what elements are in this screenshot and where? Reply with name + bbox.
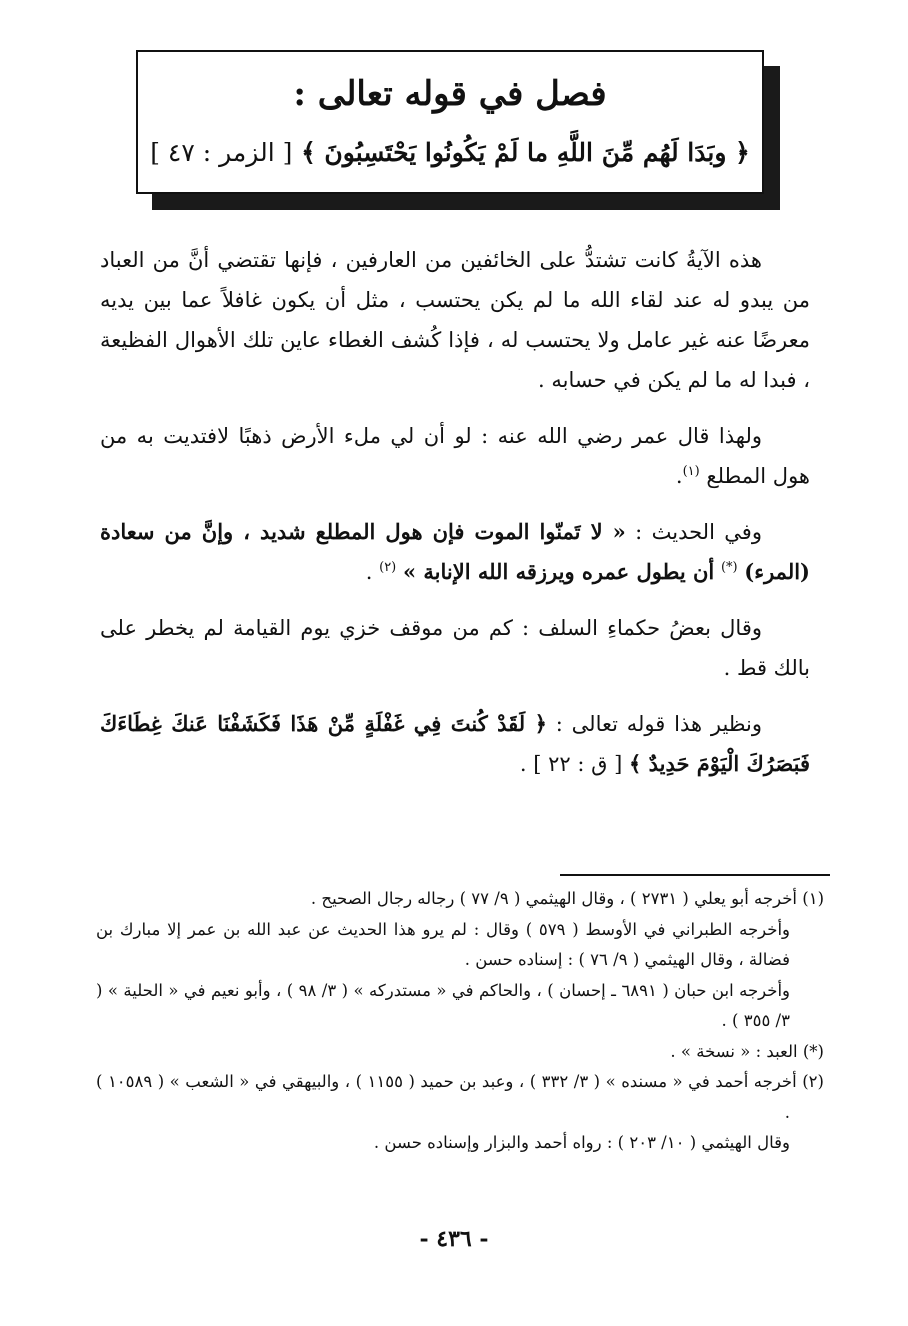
chapter-title-box xyxy=(136,50,764,194)
footnote-1-continuation-b: وأخرجه ابن حبان ( ٦٨٩١ ـ إحسان ) ، والحاكم في « مستدركه » ( ٣/ ٩٨ ) ، وأبو نعيم في « الحلية » ( ٣/ ٣٥٥ ) . xyxy=(96,980,791,1030)
paragraph-3-intro: وفي الحديث : xyxy=(635,520,762,544)
paragraph-3 xyxy=(100,512,810,592)
footnote-separator xyxy=(560,874,830,876)
paragraph-3-end: . xyxy=(365,560,373,584)
paragraph-4: وقال بعضُ حكماءِ السلف : كم من موقف خزي يوم القيامة لم يخطر على بالك قط . xyxy=(100,616,810,680)
chapter-verse-reference: [ الزمر : ٤٧ ] xyxy=(150,138,293,167)
main-text xyxy=(100,240,810,800)
footnote-1-continuation-a: وأخرجه الطبراني في الأوسط ( ٥٧٩ ) وقال : لم يرو هذا الحديث عن عبد الله بن عمر إلا مبارك بن فضالة ، وقال الهيثمي ( ٩/ ٧٦ ) : إسناده حسن . xyxy=(96,919,791,969)
paragraph-2 xyxy=(100,416,810,496)
paragraph-1: هذه الآيةُ كانت تشتدُّ على الخائفين من العارفين ، فإنها تقتضي أنَّ من العباد من يبدو له عند لقاء الله ما لم يكن يحتسب ، مثل أن يكون غافلاً عما بين يديه معرضًا عنه غير عامل ولا يحتسب له ، فإذا كُشف الغطاء عاين تلك الأهوال الفظيعة ، فبدا له ما لم يكن في حسابه . xyxy=(100,248,810,392)
quran-verse-qaf: ﴿ لَقَدْ كُنتَ فِي غَفْلَةٍ مِّنْ هَذَا فَكَشَفْنَا عَنكَ غِطَاءَكَ فَبَصَرُكَ الْيَوْمَ حَدِيدٌ ﴾ xyxy=(100,711,810,776)
footnote-2: (٢) أخرجه أحمد في « مسنده » ( ٣/ ٣٣٢ ) ، وعبد بن حميد ( ١١٥٥ ) ، والبيهقي في « الشعب » ( ١٠٥٨٩ ) . xyxy=(96,1072,824,1122)
footnote-1: (١) أخرجه أبو يعلي ( ٢٧٣١ ) ، وقال الهيثمي ( ٩/ ٧٧ ) رجاله رجال الصحيح . xyxy=(310,889,824,908)
footnote-marker-1: (١) xyxy=(682,464,700,479)
chapter-heading: فصل في قوله تعالى : xyxy=(293,74,607,114)
paragraph-2-text: ولهذا قال عمر رضي الله عنه : لو أن لي ملء الأرض ذهبًا لافتديت به من هول المطلع xyxy=(100,424,810,488)
page-number: - ٤٣٦ - xyxy=(419,1226,489,1252)
footnote-marker-2: (٢) xyxy=(379,560,397,575)
footnote-marker-star: (*) xyxy=(720,560,738,575)
paragraph-5 xyxy=(100,704,810,784)
footnote-2-continuation: وقال الهيثمي ( ١٠/ ٢٠٣ ) : رواه أحمد والبزار وإسناده حسن . xyxy=(373,1133,790,1152)
hadith-quote-part-2: أن يطول عمره ويرزقه الله الإنابة » xyxy=(402,559,715,584)
footnotes xyxy=(96,884,824,1159)
paragraph-2-end: . xyxy=(675,464,683,488)
footnote-star: (*) العبد : « نسخة » . xyxy=(670,1041,824,1061)
paragraph-5-intro: ونظير هذا قوله تعالى : xyxy=(555,712,762,736)
hadith-quote-part-1: « لا تَمنّوا الموت فإن هول المطلع شديد ، وإنَّ من سعادة (المرء) xyxy=(100,519,810,584)
quran-verse-qaf-reference: [ ق : ٢٢ ] . xyxy=(519,752,623,776)
chapter-verse: ﴿ وبَدَا لَهُم مِّنَ اللَّهِ ما لَمْ يَكُونُوا يَحْتَسِبُونَ ﴾ xyxy=(301,138,750,167)
chapter-verse-line xyxy=(138,138,762,167)
